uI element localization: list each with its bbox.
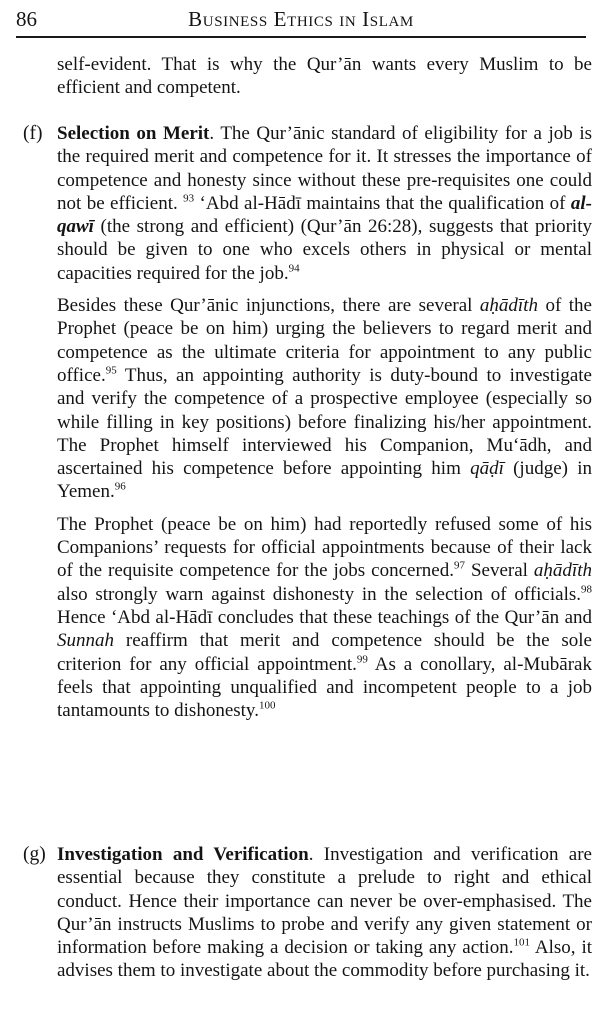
term-ahadith: aḥādīth — [533, 560, 592, 582]
section-f-paragraph-3 — [57, 513, 592, 723]
intro-paragraph — [57, 53, 592, 100]
section-f-paragraph-2 — [57, 294, 592, 504]
footnote-ref-99: 99 — [356, 653, 368, 666]
footnote-ref-101: 101 — [513, 936, 530, 949]
text-run: Several — [464, 560, 534, 582]
text-run: reaffirm that merit and competence should be the sole criterion for any official appointment. — [57, 630, 592, 675]
term-sunnah: Sunnah — [57, 630, 114, 652]
footnote-ref-100: 100 — [258, 699, 276, 712]
text-run: ‘Abd al-Hādī maintains that the qualification of — [194, 192, 571, 214]
footnote-ref-97: 97 — [453, 560, 465, 573]
text-run: Also, it advises them to investigate about the commodity before purchasing it. — [57, 937, 592, 982]
text-run: The Prophet (peace be on him) had reportedly refused some of his Companions’ requests for official appointments because of their lack of the requisite competence for the jobs concerned. — [57, 513, 592, 582]
footnote-ref-93: 93 — [183, 192, 195, 205]
term-al-qawi: al-qawī — [57, 192, 592, 238]
running-title: Business Ethics in Islam — [188, 7, 414, 31]
footnote-ref-96: 96 — [114, 481, 126, 494]
section-f-heading: Selection on Merit — [57, 123, 210, 144]
term-ahadith: aḥādīth — [479, 295, 538, 317]
term-qadi: qāḍī — [470, 458, 504, 480]
text-run: Besides these Qur’ānic injunctions, there are several — [57, 295, 480, 317]
intro-text: self-evident. That is why the Qur’ān wants every Muslim to be efficient and competent. — [57, 54, 592, 99]
footnote-ref-94: 94 — [288, 262, 300, 275]
section-g — [57, 843, 592, 983]
text-run: Hence ‘Abd al-Hādī concludes that these teachings of the Qur’ān and — [57, 606, 592, 628]
section-g-paragraph-1 — [57, 843, 592, 983]
text-run: . Investigation and verification are essential because they constitute a prelude to right and ethical conduct. Hence their importance can never be over-emphasised. The Qur’ān instructs Muslims to probe and verify any given statement or information before making a decision or taking any action. — [57, 844, 592, 959]
section-f-paragraph-1 — [57, 122, 592, 285]
section-g-heading: Investigation and Verification — [57, 844, 309, 865]
page-number: 86 — [16, 7, 37, 31]
section-f — [57, 122, 592, 722]
text-run: (the strong and efficient) (Qur’ān 26:28), suggests that priority should be given to one who excels others in physical or mental capacities required for the job. — [57, 216, 592, 284]
footnote-ref-98: 98 — [581, 583, 592, 596]
section-f-label: (f) — [23, 123, 43, 144]
text-run: As a conollary, al-Mubārak feels that appointing unqualified and incompetent people to a job tantamounts to dishonesty. — [57, 653, 592, 722]
footnote-ref-95: 95 — [105, 364, 117, 377]
text-run: (judge) in Yemen. — [57, 458, 592, 503]
text-run: also strongly warn against dishonesty in the selection of officials. — [57, 583, 581, 605]
text-run: . The Qur’ānic standard of eligibility for a job is the required merit and competence for it. It stresses the importance of competence and honesty since without these pre-requisites one could not be efficient. — [57, 123, 592, 214]
section-g-label: (g) — [23, 844, 46, 865]
text-run: Thus, an appointing authority is duty-bound to investigate and verify the competence of a prospective employee (especially so while filling in key positions) before finalizing his/her appointment. The Prophet himself interviewed his Companion, Mu‘ādh, and ascertained his competence before appointing him — [57, 364, 592, 480]
page-header — [16, 6, 586, 38]
text-run: of the Prophet (peace be on him) urging the believers to regard merit and competence as the ultimate criteria for appointment to any public office. — [57, 295, 592, 386]
